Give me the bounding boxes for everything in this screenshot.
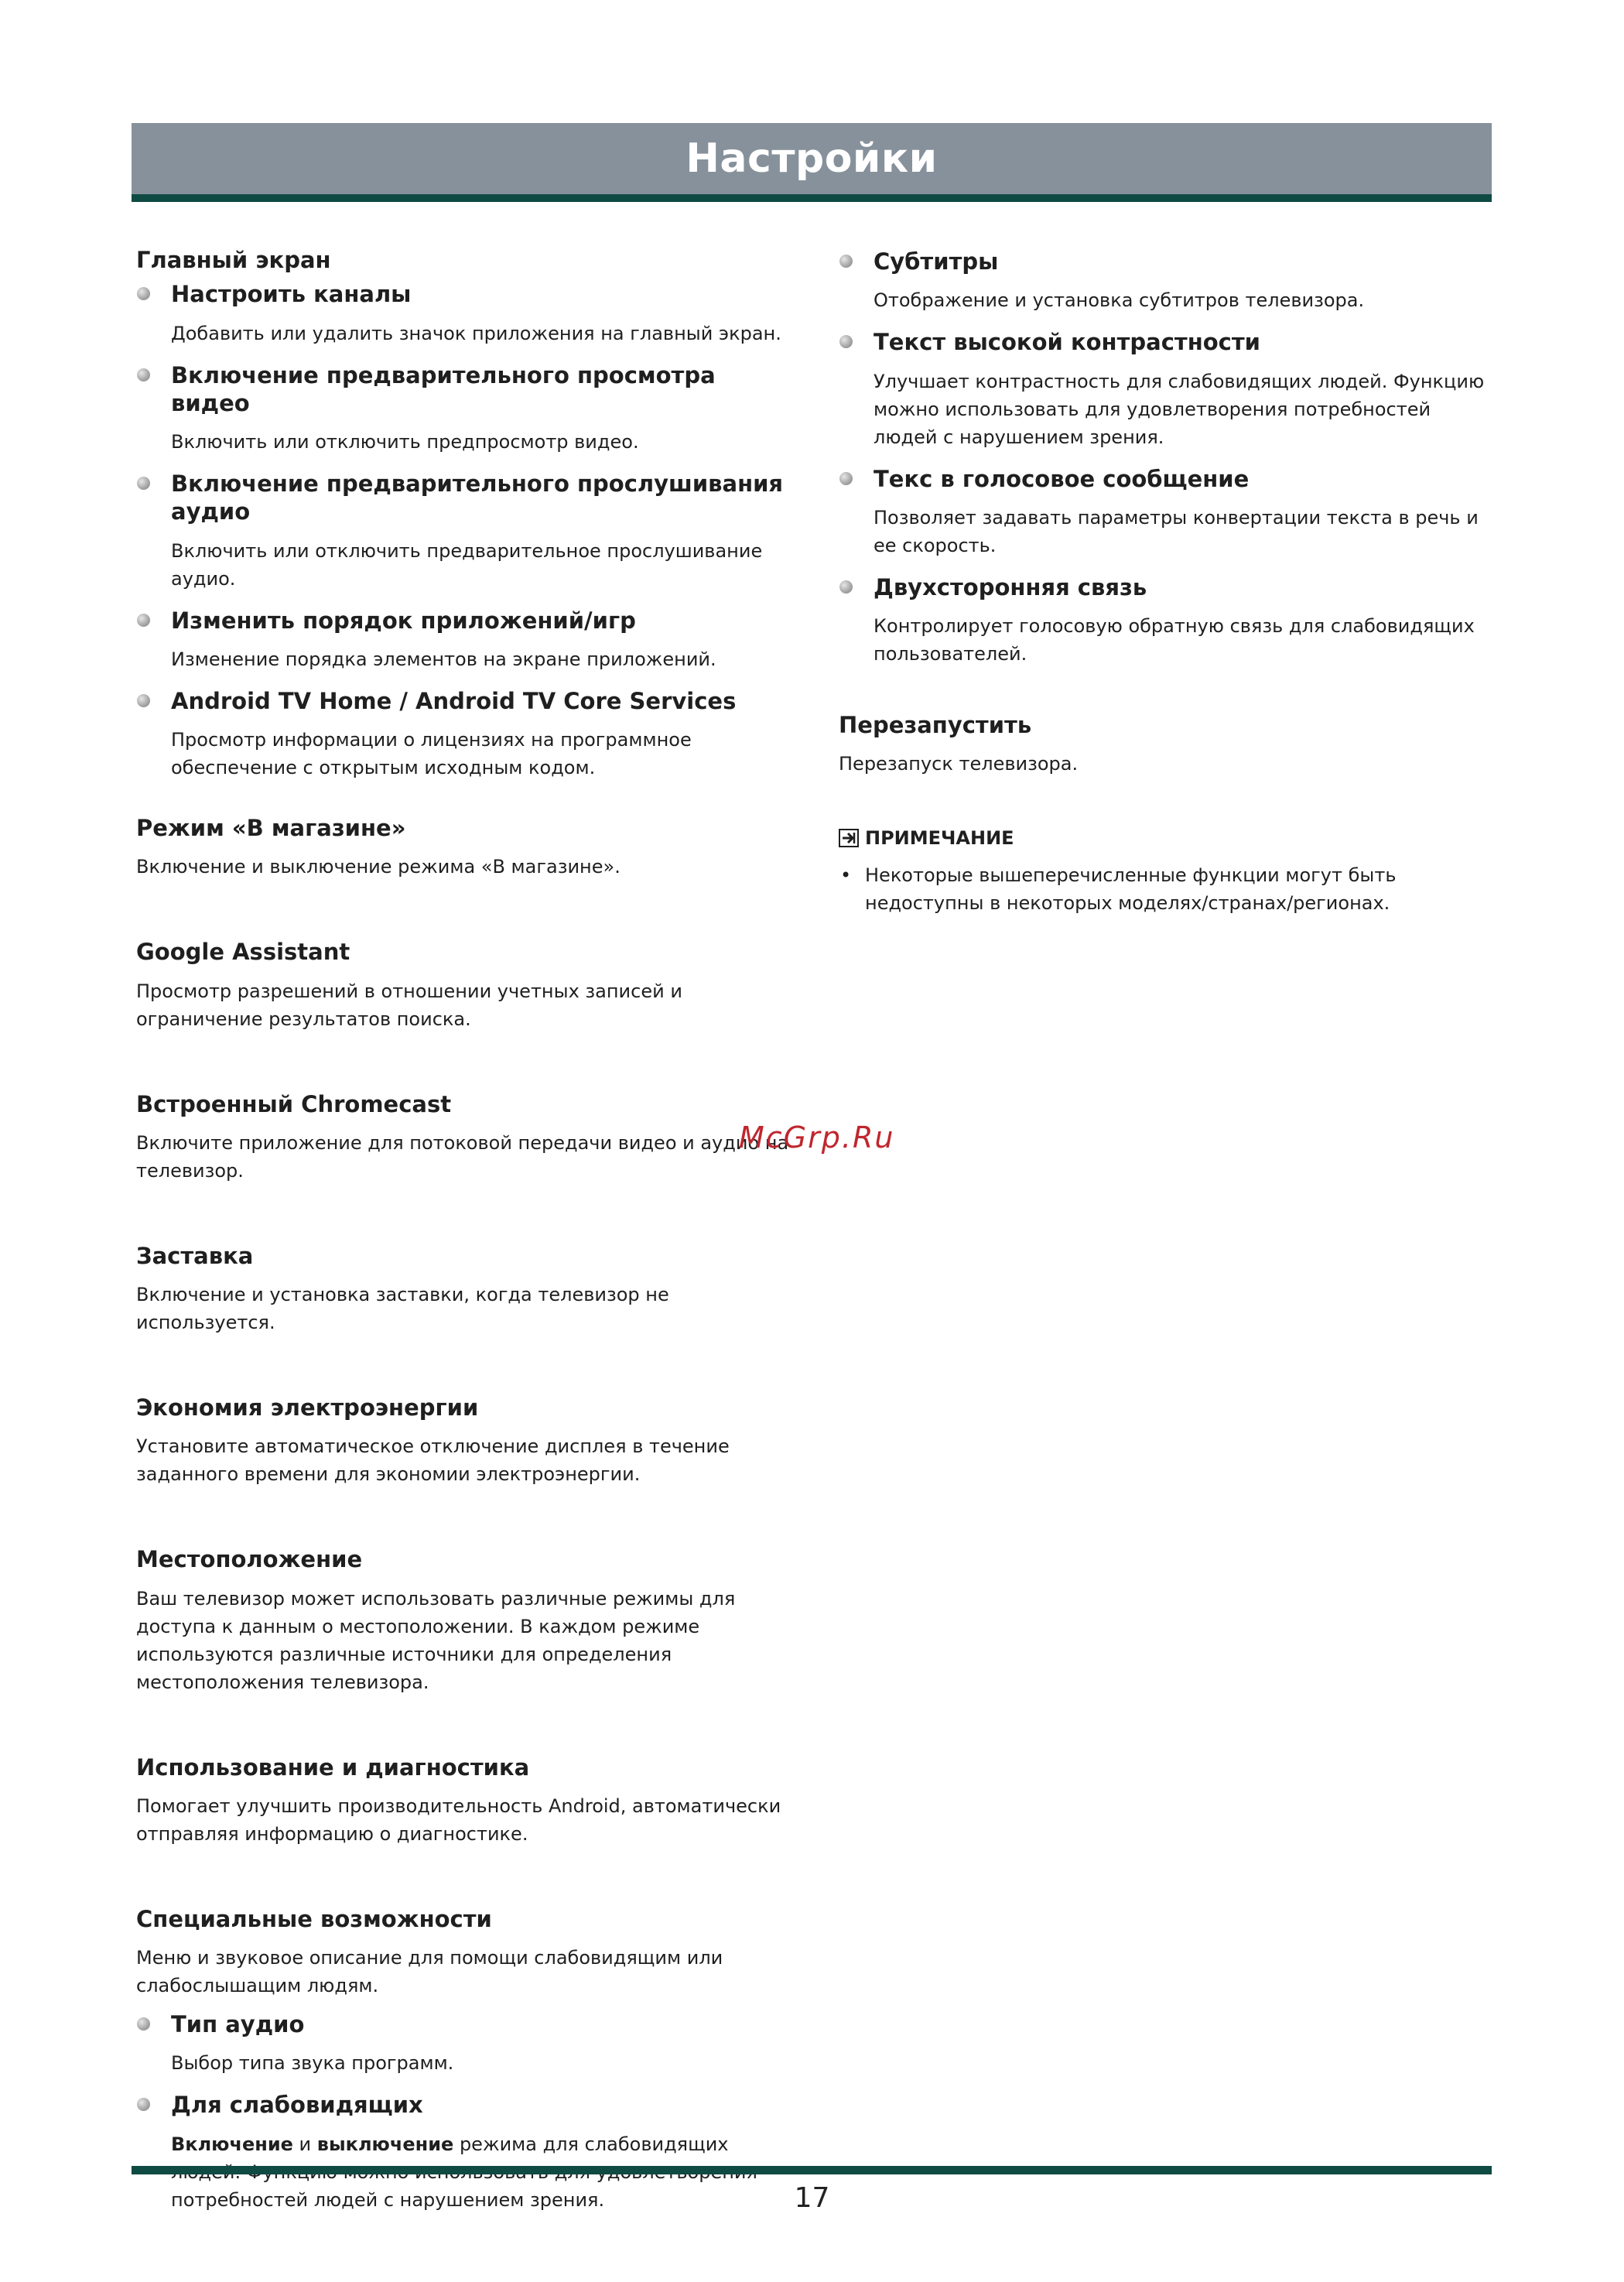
- item-heading: Для слабовидящих: [171, 2092, 423, 2119]
- section-title: Встроенный Chromecast: [136, 1090, 452, 1117]
- section-text: Включите приложение для потоковой передачи видео и аудио на телевизор.: [136, 1131, 789, 1182]
- section-text: Включение и выключение режима «В магазине».: [136, 856, 621, 878]
- section-text: Ваш телевизор может использовать различные режимы для доступа к данным о местоположении. В каждом режиме используются различные источники для определения местоположения телевизора.: [136, 1587, 736, 1693]
- list-item: [136, 2010, 794, 2077]
- list-item: [839, 465, 1496, 559]
- section-title: Главный экран: [136, 247, 331, 273]
- bullet-icon: [839, 472, 853, 485]
- right-column: [839, 248, 1496, 917]
- item-description: Изменение порядка элементов на экране приложений.: [171, 648, 716, 670]
- list-item: [136, 470, 794, 593]
- section-restart: [839, 711, 1496, 778]
- list-item: [839, 573, 1496, 668]
- section-usage-diagnostics: [136, 1753, 794, 1848]
- item-heading: Включение предварительного просмотра видео: [171, 361, 716, 416]
- section-title: Использование и диагностика: [136, 1753, 530, 1781]
- bullet-icon: [137, 477, 150, 490]
- section-text: Просмотр разрешений в отношении учетных записей и ограничение результатов поиска.: [136, 980, 682, 1030]
- item-heading: Включение предварительного прослушивания аудио: [171, 470, 784, 525]
- bullet-icon: [137, 287, 150, 300]
- item-heading: Текст высокой контрастности: [874, 329, 1260, 356]
- item-description: Включить или отключить предпросмотр видео.: [171, 431, 639, 453]
- section-power-saving: [136, 1394, 794, 1488]
- bullet-icon: [137, 2098, 150, 2111]
- bold-text: Включение: [171, 2133, 293, 2155]
- text-fragment: режима для слабовидящих потребностей людей с нарушением зрения.: [171, 2133, 729, 2211]
- accessibility-continued: [839, 248, 1496, 668]
- section-text: Перезапуск телевизора.: [839, 753, 1079, 775]
- item-description: Выбор типа звука программ.: [171, 2052, 454, 2075]
- item-description: Позволяет задавать параметры конвертации текста в речь и ее скорость.: [874, 506, 1479, 556]
- note-block: [839, 827, 1496, 917]
- section-text: Помогает улучшить производительность Android, автоматически отправляя информацию о диагностике.: [136, 1794, 781, 1845]
- list-item: [136, 280, 794, 347]
- item-description: Контролирует голосовую обратную связь для слабовидящих пользователей.: [874, 615, 1475, 665]
- bullet-icon: [137, 368, 150, 381]
- section-text: Установите автоматическое отключение дисплея в течение заданного времени для экономии электроэнергии.: [136, 1435, 730, 1486]
- section-title: Экономия электроэнергии: [136, 1394, 479, 1421]
- section-text: Включение и установка заставки, когда телевизор не используется.: [136, 1284, 669, 1333]
- note-list: [839, 861, 1496, 917]
- item-description: Отображение и установка субтитров телевизора.: [874, 289, 1365, 312]
- list-item: [136, 607, 794, 673]
- bullet-icon: [137, 694, 150, 707]
- header-divider: [132, 194, 1492, 202]
- section-title: Специальные возможности: [136, 1905, 492, 1932]
- item-heading: Текс в голосовое сообщение: [874, 465, 1250, 492]
- bullet-icon: [839, 255, 853, 268]
- text-fragment: и: [292, 2133, 317, 2155]
- bullet-icon: [137, 614, 150, 627]
- section-title: Заставка: [136, 1242, 254, 1269]
- bold-text: выключение: [316, 2133, 454, 2155]
- item-heading: Android TV Home / Android TV Core Services: [171, 687, 737, 714]
- list-item: [136, 361, 794, 457]
- list-item: [839, 328, 1496, 450]
- item-description: Просмотр информации о лицензиях на программное обеспечение с открытым исходным кодом.: [171, 729, 692, 778]
- watermark: McGrp.Ru: [739, 1120, 895, 1155]
- section-chromecast: [136, 1090, 794, 1185]
- section-google-assistant: [136, 938, 794, 1032]
- page-title: Настройки: [685, 135, 938, 182]
- page-number: 17: [794, 2182, 830, 2214]
- item-heading: Изменить порядок приложений/игр: [171, 607, 636, 634]
- item-heading: Тип аудио: [171, 2011, 305, 2037]
- section-main-screen: [136, 246, 794, 782]
- item-description: Улучшает контрастность для слабовидящих людей. Функцию можно использовать для удовлетворения потребностей людей с нарушением зрения.: [874, 370, 1485, 448]
- list-item: [136, 687, 794, 782]
- section-title: Местоположение: [136, 1546, 363, 1573]
- section-title: Google Assistant: [136, 939, 350, 966]
- bullet-icon: [137, 2017, 150, 2031]
- bullet-icon: [839, 335, 853, 348]
- item-heading: Двухсторонняя связь: [874, 573, 1147, 600]
- item-description: Включить или отключить предварительное прослушивание аудио.: [171, 539, 763, 590]
- item-heading: Субтитры: [874, 248, 999, 275]
- left-column: [136, 246, 794, 2228]
- footer-divider: [132, 2166, 1492, 2174]
- section-title: Перезапустить: [839, 712, 1032, 738]
- section-store-mode: [136, 814, 794, 881]
- item-description: Добавить или удалить значок приложения на главный экран.: [171, 322, 781, 344]
- section-location: [136, 1545, 794, 1695]
- note-item: • Некоторые вышеперечисленные функции могут быть недоступны в некоторых моделях/странах/регионах.: [839, 861, 1496, 917]
- note-label: ПРИМЕЧАНИЕ: [865, 827, 1014, 850]
- note-heading: [839, 827, 1496, 849]
- header-bar: [132, 123, 1492, 194]
- section-text: Меню и звуковое описание для помощи слабовидящим или слабослышащим людям.: [136, 1947, 723, 1996]
- note-arrow-icon: [839, 829, 859, 847]
- bullet-icon: [839, 580, 853, 594]
- list-item: [839, 248, 1496, 314]
- section-title: Режим «В магазине»: [136, 815, 406, 841]
- item-heading: Настроить каналы: [171, 281, 412, 308]
- section-screensaver: [136, 1242, 794, 1336]
